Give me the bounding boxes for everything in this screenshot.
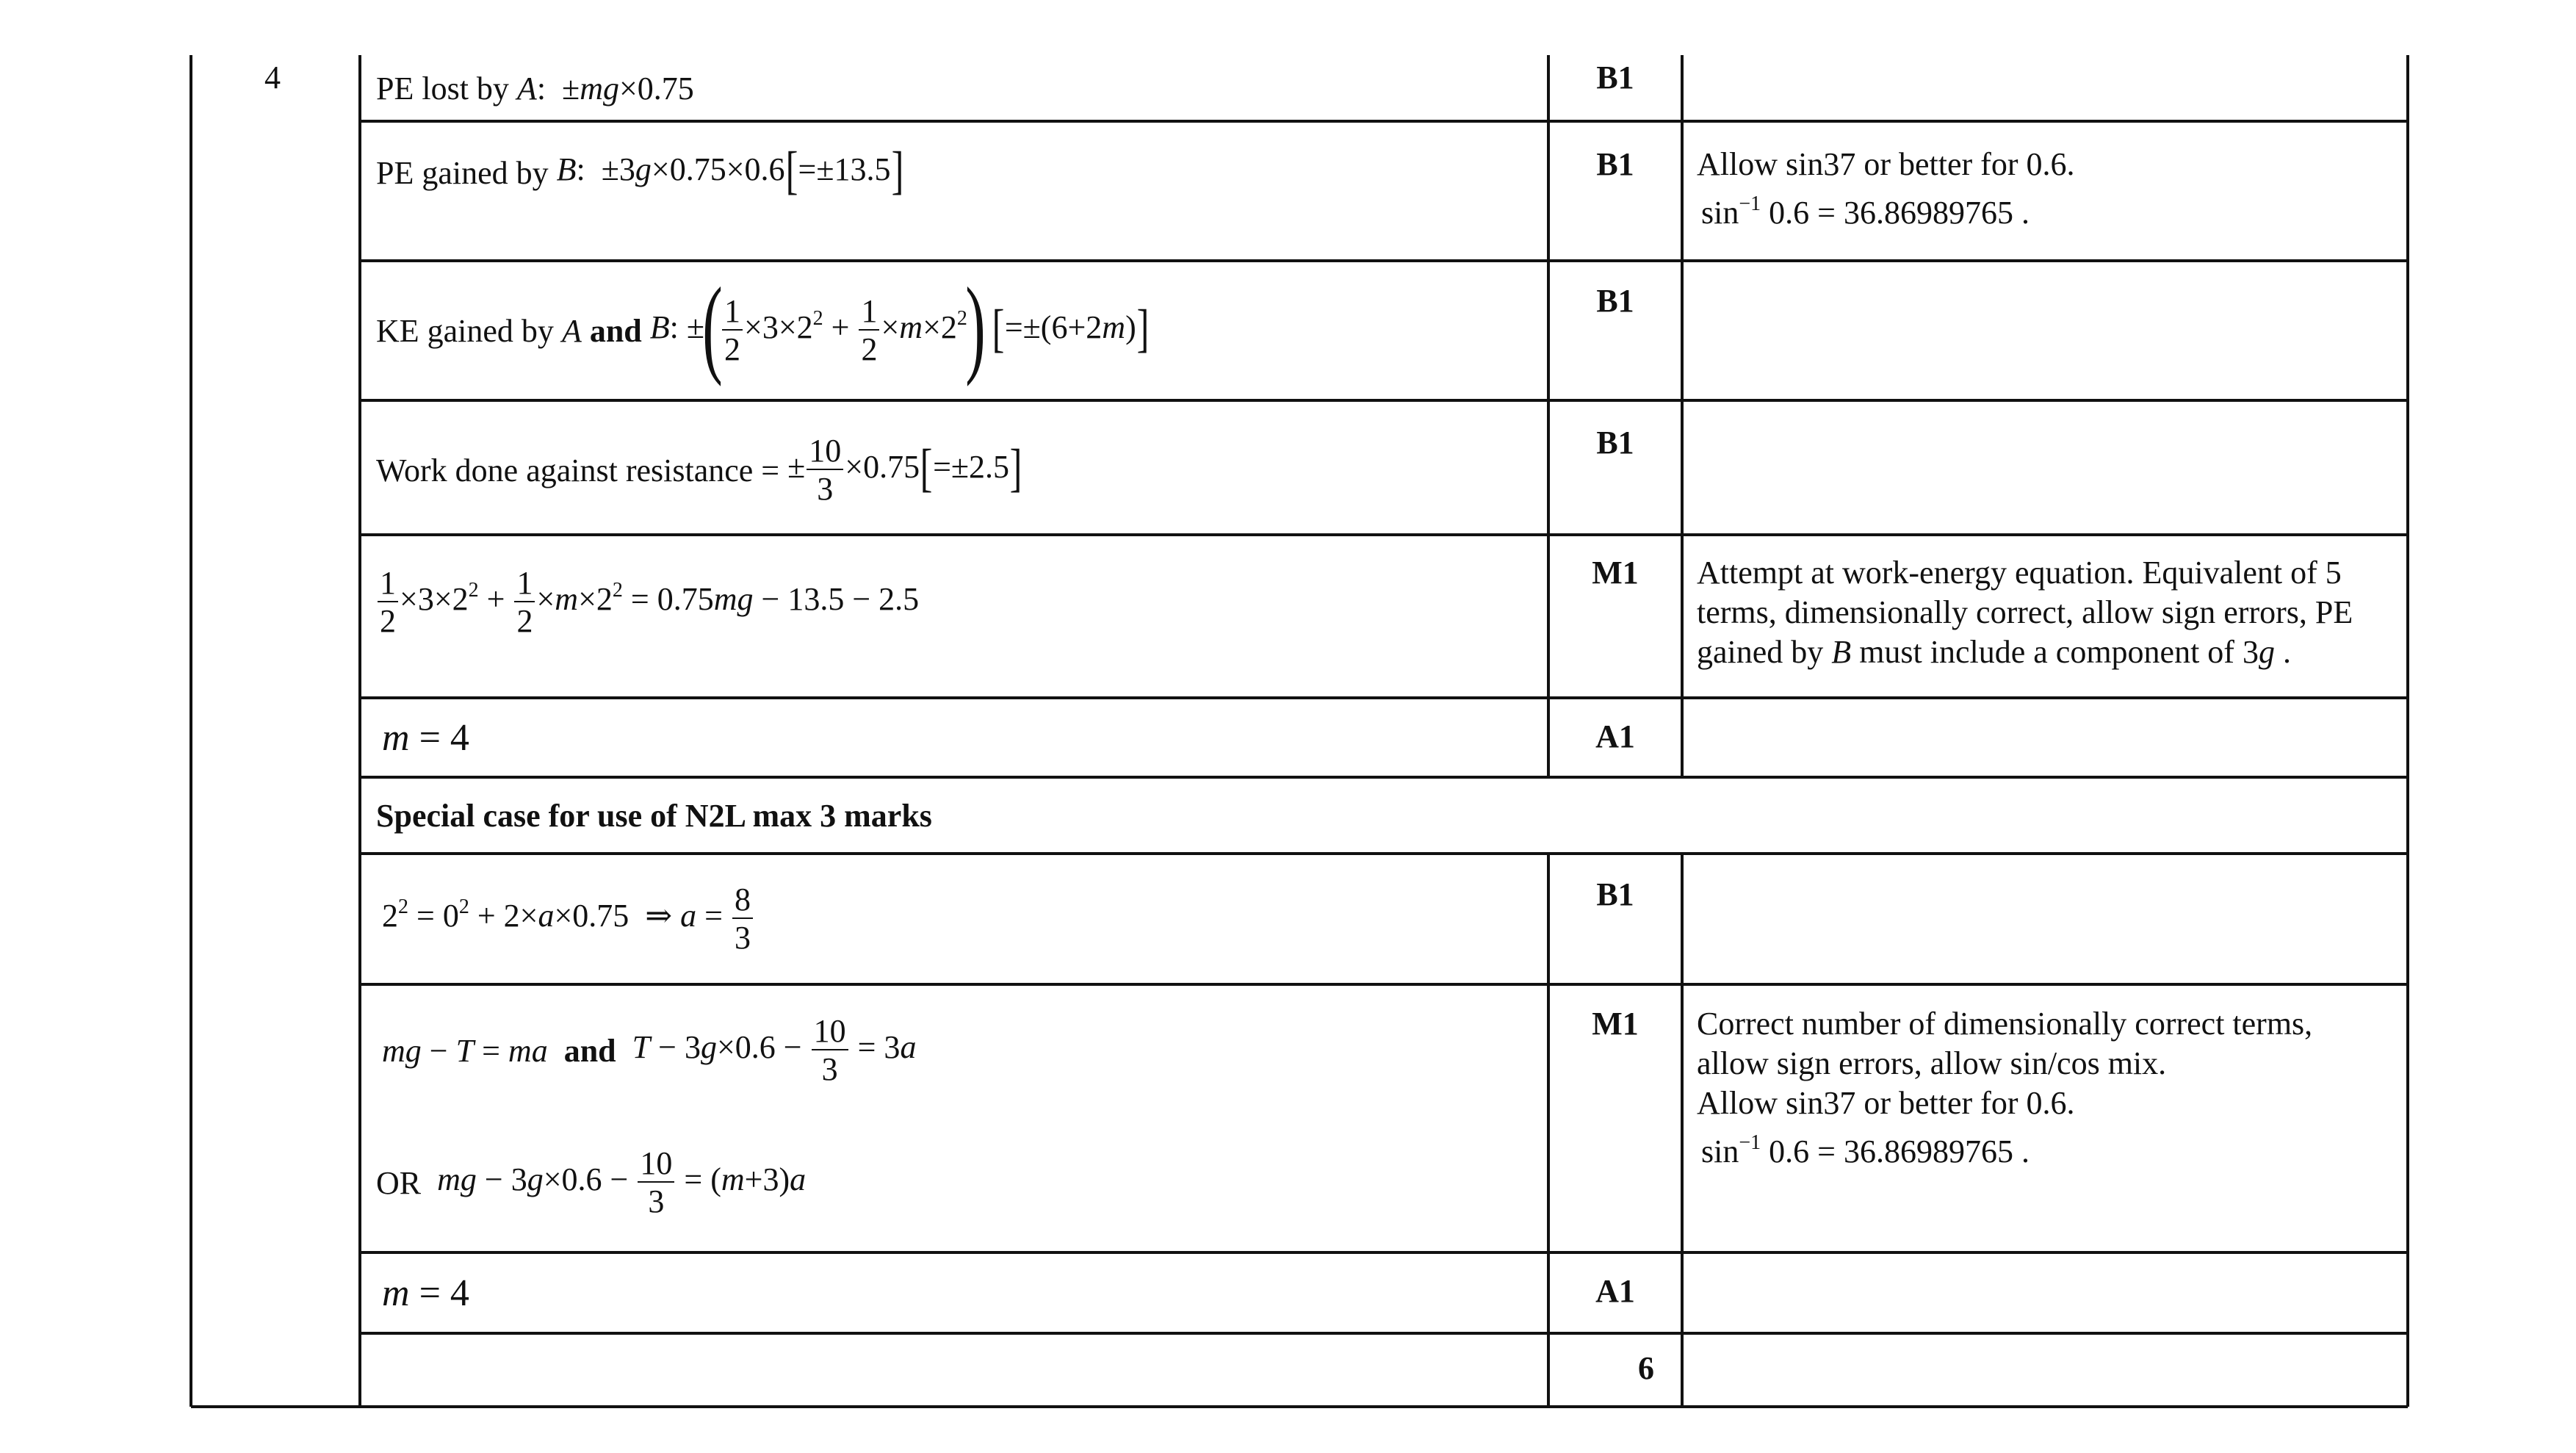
row-8-note-line-3: Allow sin37 or better for 0.6. (1697, 1085, 2075, 1121)
row-1-answer: PE lost by A: ±mg×0.75 (376, 55, 694, 121)
row-8-note-line-1: Correct number of dimensionally correct terms, (1697, 1006, 2313, 1042)
row-8-mark: M1 (1592, 1006, 1639, 1042)
row-1-mark: B1 (1596, 60, 1634, 95)
question-number: 4 (264, 60, 281, 95)
row-5-mark: M1 (1592, 555, 1639, 591)
total-mark: 6 (1638, 1350, 1654, 1386)
row-8-answer-line-1: mg − T = ma and T − 3g×0.6 − $\frac{10}{3}$ = 3a (382, 1013, 917, 1087)
row-3-answer: KE gained by A and B: ±( $\frac{1}{2}$ $\times 3\times 2^2$ + $\frac{1}{2}$ $\times m\times 2^2$) [=±(6+2m)] (376, 265, 1150, 387)
row-6-answer: m = 4 (382, 716, 469, 759)
row-2-note-line-2: $\sin^{-1} 0.6 = 36.86989765$ . (1701, 192, 2030, 231)
row-2-mark: B1 (1596, 146, 1634, 182)
work-done-label: Work done against resistance = (376, 452, 780, 488)
row-7-mark: B1 (1596, 876, 1634, 912)
row-8-note-line-2: allow sign errors, allow sin/cos mix. (1697, 1045, 2167, 1081)
row-9-mark: A1 (1595, 1273, 1635, 1309)
row-5-note-line-1: Attempt at work-energy equation. Equivalent of 5 (1697, 555, 2342, 591)
row-2-note-line-1: Allow sin37 or better for 0.6. (1697, 146, 2075, 182)
row-4-answer: Work done against resistance = ± $\frac{10}{3}$ ×0.75[=±2.5] (376, 433, 1022, 507)
ke-gained-label: KE gained by (376, 312, 554, 349)
row-5-note-line-2: terms, dimensionally correct, allow sign errors, PE (1697, 594, 2353, 630)
and-word-2: and (563, 1032, 616, 1069)
row-2-answer: PE gained by B: ±3g×0.75×0.6[=±13.5] (376, 141, 903, 200)
special-case-heading: Special case for use of N2L max 3 marks (376, 797, 932, 834)
pe-lost-label: PE lost by (376, 70, 509, 107)
row-3-mark: B1 (1596, 283, 1634, 319)
row-5-answer: $\frac{1}{2}$ $\times 3\times 2^2$ + $\frac{1}{2}$ $\times m\times 2^2 = 0.75mg - 13.5 - 2.5$ (376, 544, 919, 661)
and-word: and (589, 312, 642, 349)
or-word: OR (376, 1164, 422, 1201)
row-8-note-line-4: $\sin^{-1} 0.6 = 36.86989765$ . (1701, 1131, 2030, 1169)
row-9-answer: m = 4 (382, 1272, 469, 1314)
row-7-answer: $2^2 = 0^2 + 2\times a\times 0.75$ ⇒ a = $\frac{8}{3}$ (382, 858, 754, 980)
row-6-mark: A1 (1595, 718, 1635, 754)
pe-gained-label: PE gained by (376, 154, 549, 191)
row-8-answer-line-2: OR mg − 3g×0.6 − $\frac{10}{3}$ = (m+3)a (376, 1145, 807, 1219)
row-5-note-line-3: gained by B must include a component of 3g . (1697, 634, 2291, 670)
row-4-mark: B1 (1596, 425, 1634, 461)
